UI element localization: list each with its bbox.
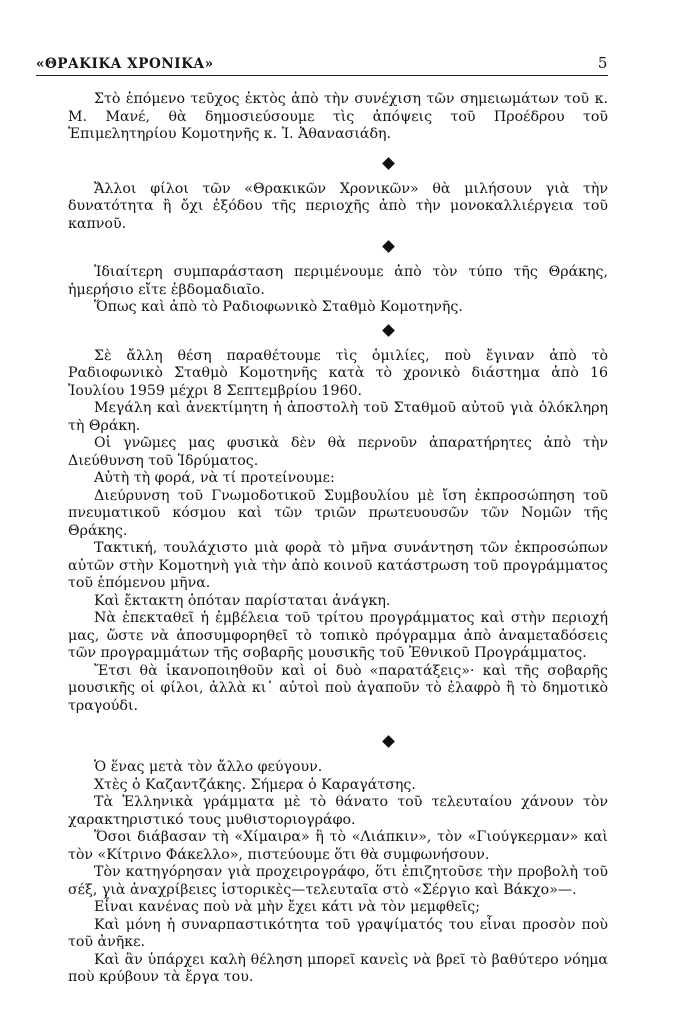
- page-number: 5: [597, 54, 608, 72]
- paragraph: Ἔτσι θὰ ἱκανοποιηθοῦν καὶ οἱ δυὸ «παρατάξεις»· καὶ τῆς σοβαρῆς μουσικῆς οἱ φίλοι, ἀλλὰ κι᾽ αὐτοὶ ποὺ ἀγαποῦν τὸ ἐλαφρὸ ἢ τὸ δημοτικὸ τραγούδι.: [68, 662, 608, 714]
- paragraph: Ἰδιαίτερη συμπαράσταση περιμένουμε ἀπὸ τὸν τύπο τῆς Θράκης, ἡμερήσιο εἴτε ἑβδομαδιαῖο.: [68, 264, 608, 298]
- paragraph: Σὲ ἄλλη θέση παραθέτουμε τὶς ὁμιλίες, ποὺ ἔγιναν ἀπὸ τὸ Ραδιοφωνικὸ Σταθμὸ Κομοτηνῆς κατὰ τὸ χρονικὸ διάστημα ἀπὸ 16 Ἰουλίου 1959 μέχρι 8 Σεπτεμβρίου 1960.: [68, 347, 608, 399]
- paragraph: Οἱ γνῶμες μας φυσικὰ δὲν θὰ περνοῦν ἀπαρατήρητες ἀπὸ τὴν Διεύθυνση τοῦ Ἱδρύματος.: [68, 435, 608, 469]
- paragraph: Καὶ ἂν ὑπάρχει καλὴ θέληση μπορεῖ κανεὶς νὰ βρεῖ τὸ βαθύτερο νόημα ποὺ κρύβουν τὰ ἔργα του.: [68, 951, 608, 985]
- paragraph: Εἶναι κανένας ποὺ νὰ μὴν ἔχει κάτι νὰ τὸν μεμφθεῖς;: [94, 899, 480, 915]
- section-divider-diamond-icon: [382, 157, 395, 170]
- paragraph: Καὶ ἔκτακτη ὁπόταν παρίσταται ἀνάγκη.: [94, 592, 391, 609]
- running-header: [36, 54, 608, 74]
- note-section: [68, 264, 608, 317]
- paragraph: Τὸν κατηγόρησαν γιὰ προχειρογράφο, ὅτι ἐπιζητοῦσε τὴν προβολὴ τοῦ σέξ, γιὰ ἀναχρίβειες ἱστορικὲς—τελευταῖα στὸ «Σέργιο καὶ Βάκχο»—.: [68, 864, 608, 898]
- note-section: [68, 759, 608, 987]
- section-divider-diamond-icon: [382, 240, 395, 253]
- section-divider-diamond-icon: [382, 324, 395, 337]
- paragraph: Διεύρυνση τοῦ Γνωμοδοτικοῦ Συμβουλίου μὲ ἴση ἐκπροσώπηση τοῦ πνευματικοῦ κόσμου καὶ τῶν τριῶν πρωτευουσῶν τῶν Νομῶν τῆς Θράκης.: [68, 487, 608, 539]
- paragraph: Χτὲς ὁ Καζαντζάκης. Σήμερα ὁ Καραγάτσης.: [94, 776, 416, 793]
- paragraph: Ἄλλοι φίλοι τῶν «Θρακικῶν Χρονικῶν» θὰ μιλήσουν γιὰ τὴν δυνατότητα ἢ ὄχι ἐξόδου τῆς περιοχῆς ἀπὸ τὴν μονοκαλλιέργεια τοῦ καπνοῦ.: [68, 180, 608, 232]
- paragraph: Καὶ μόνη ἡ συναρπαστικότητα τοῦ γραψίματός του εἶναι προσὸν ποὺ τοῦ ἀνῆκε.: [68, 916, 608, 950]
- paragraph: Αὐτὴ τὴ φορά, νὰ τί προτείνουμε:: [94, 470, 335, 486]
- header-rule: [36, 75, 608, 76]
- article-body: [68, 91, 608, 987]
- section-divider-diamond-icon: [382, 735, 395, 748]
- paragraph: Στὸ ἑπόμενο τεῦχος ἐκτὸς ἀπὸ τὴν συνέχιση τῶν σημειωμάτων τοῦ κ. Μ. Μανέ, θὰ δημοσιεύσουμε τὶς ἀπόψεις τοῦ Προέδρου τοῦ Ἐπιμελητηρίου Κομοτηνῆς κ. Ἰ. Ἀθανασιάδη.: [68, 91, 608, 142]
- paragraph: Νὰ ἐπεκταθεῖ ἡ ἐμβέλεια τοῦ τρίτου προγράμματος καὶ στὴν περιοχή μας, ὥστε νὰ ἀποσυμφορηθεῖ τὸ τοπικὸ πρόγραμμα ἀπὸ ἀναμεταδόσεις τῶν προγραμμάτων τῆς σοβαρῆς μουσικῆς τοῦ Ἐθνικοῦ Προγράμματος.: [68, 610, 608, 661]
- journal-title: «ΘΡΑΚΙΚΑ ΧΡΟΝΙΚΑ»: [36, 56, 214, 72]
- note-section: [68, 348, 608, 716]
- paragraph: Τακτική, τουλάχιστο μιὰ φορὰ τὸ μῆνα συνάντηση τῶν ἐκπροσώπων αὐτῶν στὴν Κομοτηνὴ γιὰ τὴν ἀπὸ κοινοῦ κατάστρωση τοῦ προγράμματος τοῦ ἑπόμενου μῆνα.: [68, 540, 608, 591]
- note-section: [68, 181, 608, 234]
- note-section: [68, 91, 608, 144]
- paragraph: Ὁ ἕνας μετὰ τὸν ἄλλο φεύγουν.: [94, 759, 323, 775]
- paragraph: Τὰ Ἑλληνικὰ γράμματα μὲ τὸ θάνατο τοῦ τελευταίου χάνουν τὸν χαρακτηριστικό τους μυθιστοριογράφο.: [68, 794, 608, 828]
- paragraph: Ὅπως καὶ ἀπὸ τὸ Ραδιοφωνικὸ Σταθμὸ Κομοτηνῆς.: [94, 299, 463, 315]
- paragraph: Ὅσοι διάβασαν τὴ «Χίμαιρα» ἢ τὸ «Λιάπκιν», τὸν «Γιούγκερμαν» καὶ τὸν «Κίτρινο Φάκελλο», πιστεύουμε ὅτι θὰ συμφωνήσουν.: [68, 829, 608, 863]
- paragraph: Μεγάλη καὶ ἀνεκτίμητη ἡ ἀποστολὴ τοῦ Σταθμοῦ αὐτοῦ γιὰ ὁλόκληρη τὴ Θράκη.: [68, 400, 608, 434]
